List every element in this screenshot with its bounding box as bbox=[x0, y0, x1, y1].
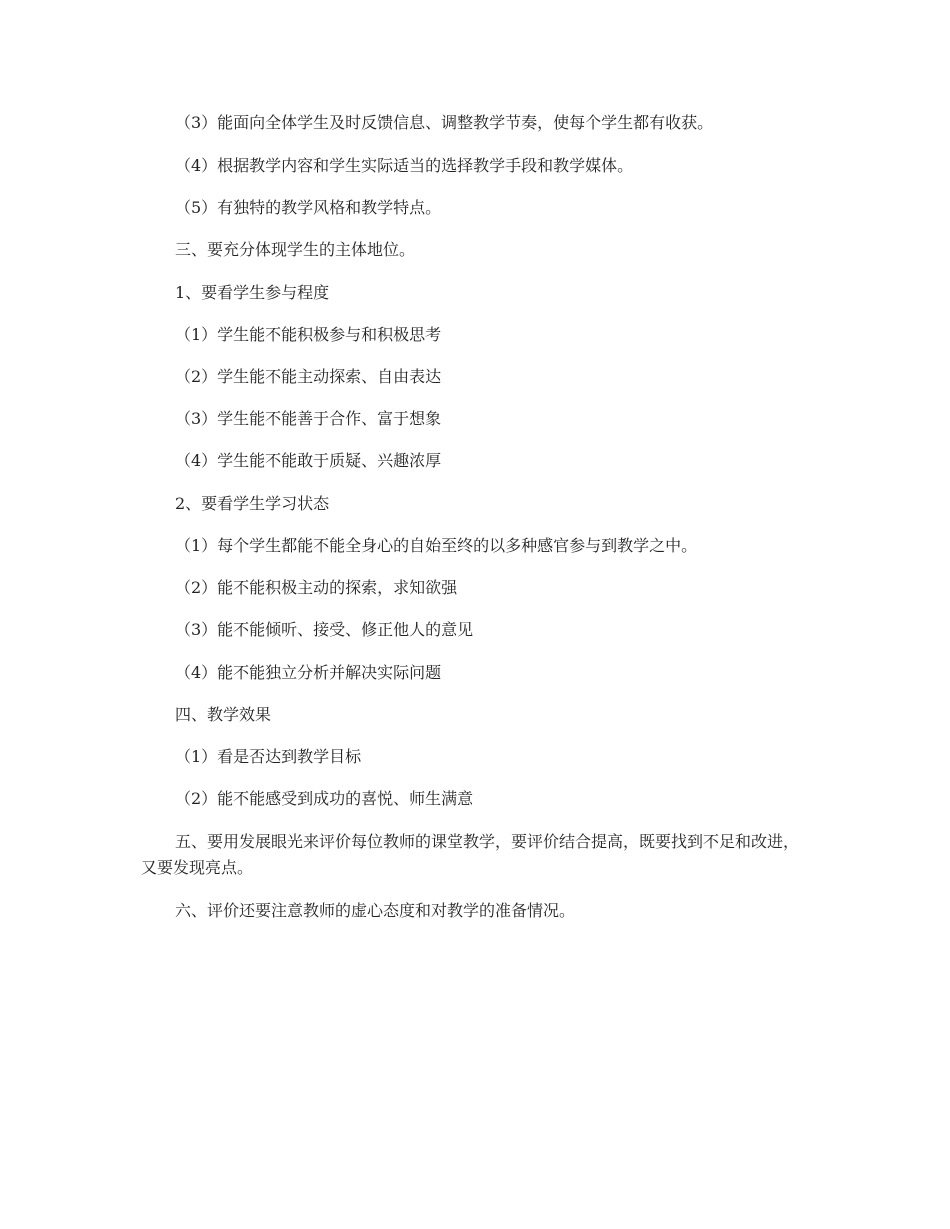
paragraph-9: （4）学生能不能敢于质疑、兴趣浓厚 bbox=[175, 451, 442, 470]
paragraph-3: （5）有独特的教学风格和教学特点。 bbox=[175, 198, 442, 217]
paragraph-16: （1）看是否达到教学目标 bbox=[175, 747, 362, 766]
paragraph-11: （1）每个学生都能不能全身心的自始至终的以多种感官参与到教学之中。 bbox=[175, 536, 698, 555]
paragraph-8: （3）学生能不能善于合作、富于想象 bbox=[175, 409, 442, 428]
paragraph-17: （2）能不能感受到成功的喜悦、师生满意 bbox=[175, 789, 474, 808]
paragraph-12: （2）能不能积极主动的探索，求知欲强 bbox=[175, 578, 458, 597]
subsection-heading-1: 1、要看学生参与程度 bbox=[175, 283, 330, 302]
subsection-heading-2: 2、要看学生学习状态 bbox=[175, 494, 330, 513]
paragraph-13: （3）能不能倾听、接受、修正他人的意见 bbox=[175, 620, 474, 639]
paragraph-7: （2）学生能不能主动探索、自由表达 bbox=[175, 367, 442, 386]
section-heading-4: 四、教学效果 bbox=[175, 705, 272, 724]
paragraph-6: （1）学生能不能积极参与和积极思考 bbox=[175, 325, 442, 344]
paragraph-2: （4）根据教学内容和学生实际适当的选择教学手段和教学媒体。 bbox=[175, 156, 634, 175]
section-heading-5: 五、要用发展眼光来评价每位教师的课堂教学，要评价结合提高，既要找到不足和改进，又要发现亮点。 bbox=[141, 832, 800, 877]
section-heading-6: 六、评价还要注意教师的虚心态度和对教学的准备情况。 bbox=[175, 901, 576, 920]
paragraph-14: （4）能不能独立分析并解决实际问题 bbox=[175, 663, 442, 682]
paragraph-1: （3）能面向全体学生及时反馈信息、调整教学节奏，使每个学生都有收获。 bbox=[175, 113, 714, 132]
section-heading-3: 三、要充分体现学生的主体地位。 bbox=[175, 240, 416, 259]
